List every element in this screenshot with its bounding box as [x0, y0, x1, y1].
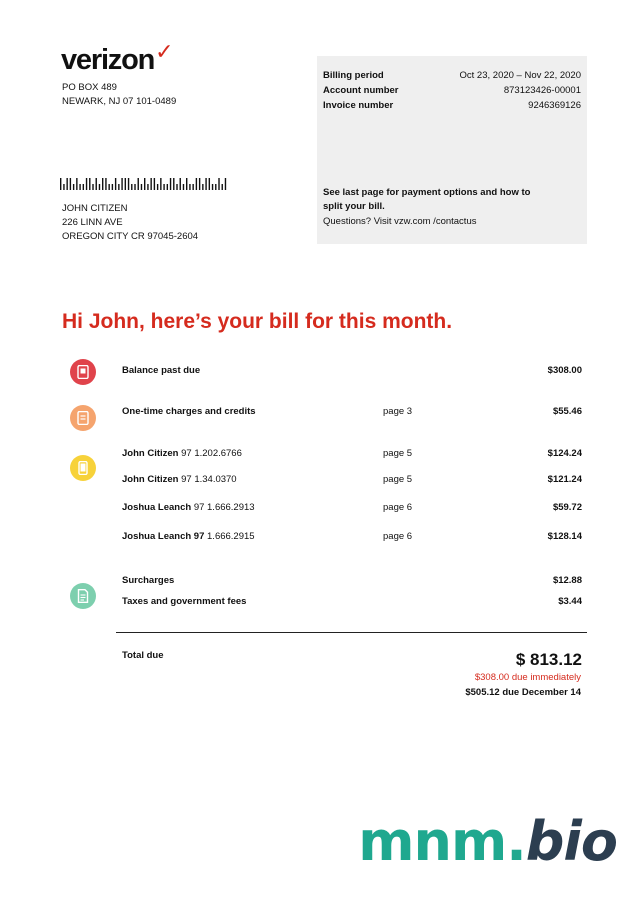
recipient-city: OREGON CITY CR 97045-2604: [62, 231, 199, 242]
charge-page-link[interactable]: page 5: [383, 474, 413, 485]
billing-period-row: [323, 69, 581, 83]
charge-amount: $121.24: [547, 474, 582, 485]
line-owner: Joshua Leanch: [122, 502, 192, 513]
one-time-charges-icon: [70, 405, 96, 431]
charge-row-line-4: [122, 530, 582, 544]
account-number-value: 873123426-00001: [503, 85, 581, 96]
charge-amount: $3.44: [558, 596, 582, 607]
total-due-amount: $ 813.12: [515, 650, 582, 669]
total-due-label: Total due: [122, 650, 164, 661]
sender-line-1: PO BOX 489: [62, 82, 117, 93]
payment-note: [323, 186, 530, 214]
charge-page-link[interactable]: page 5: [383, 448, 413, 459]
charge-row-taxes: [122, 595, 582, 609]
charge-amount: $12.88: [552, 575, 582, 586]
line-number: 1.666.2915: [207, 531, 255, 542]
invoice-number-row: [323, 99, 581, 113]
document-icon: [70, 583, 96, 609]
charge-row-surcharges: [122, 574, 582, 588]
charge-name: Balance past due: [122, 365, 201, 376]
line-number: 97 1.202.6766: [181, 448, 242, 459]
invoice-number-label: Invoice number: [323, 100, 394, 111]
line-number: 97 1.666.2913: [193, 502, 255, 513]
recipient-street: 226 LINN AVE: [62, 217, 123, 228]
line-owner: John Citizen: [122, 448, 179, 459]
account-number-row: [323, 84, 581, 98]
charge-name: [122, 447, 242, 461]
payment-note-line-1: See last page for payment options and how to: [323, 187, 531, 198]
line-owner: John Citizen: [122, 474, 179, 485]
logo-check-icon: ✓: [155, 39, 173, 64]
charge-name: Taxes and government fees: [122, 596, 247, 607]
watermark-logo: [358, 810, 617, 873]
charge-page-link[interactable]: page 3: [383, 406, 413, 417]
charge-amount: $128.14: [547, 531, 582, 542]
charge-page-link[interactable]: page 6: [383, 531, 413, 542]
charge-amount: $59.72: [552, 502, 582, 513]
charge-row-balance: [122, 364, 582, 378]
postal-barcode: [60, 178, 228, 190]
sender-line-2: NEWARK, NJ 07 101-0489: [62, 96, 177, 107]
charge-amount: $55.46: [552, 406, 582, 417]
charge-name: [122, 530, 255, 544]
greeting-heading: Hi John, here’s your bill for this month.: [62, 310, 453, 333]
due-immediately: $308.00 due immediately: [474, 672, 581, 683]
charge-row-line-3: [122, 501, 582, 515]
charge-amount: $124.24: [547, 448, 582, 459]
account-number-label: Account number: [323, 85, 399, 96]
questions-link[interactable]: Questions? Visit vzw.com /contactus: [323, 216, 477, 227]
line-number: 97 1.34.0370: [181, 474, 237, 485]
billing-period-label: Billing period: [323, 70, 384, 81]
charge-row-line-1: [122, 447, 582, 461]
charge-name: [122, 473, 237, 487]
billing-period-value: Oct 23, 2020 – Nov 22, 2020: [459, 70, 581, 81]
balance-icon: [70, 359, 96, 385]
phone-icon: [70, 455, 96, 481]
recipient-address: [62, 202, 198, 244]
watermark-part-1: mnm.: [358, 810, 526, 873]
billing-info-box: [317, 56, 587, 244]
charge-name: One-time charges and credits: [122, 406, 256, 417]
charge-row-one-time: [122, 405, 582, 419]
charge-name: Surcharges: [122, 575, 175, 586]
invoice-number-value: 9246369126: [528, 100, 581, 111]
line-owner: Joshua Leanch 97: [122, 531, 205, 542]
recipient-name: JOHN CITIZEN: [62, 203, 128, 214]
sender-address: [62, 81, 176, 109]
charge-amount: $308.00: [547, 365, 582, 376]
due-later: $505.12 due December 14: [465, 687, 581, 698]
payment-note-line-2: split your bill.: [323, 201, 385, 212]
charge-row-line-2: [122, 473, 582, 487]
charge-page-link[interactable]: page 6: [383, 502, 413, 513]
charge-name: [122, 501, 255, 515]
total-divider: [116, 632, 587, 633]
watermark-part-2: bio: [525, 810, 617, 873]
logo-text: verizon: [61, 44, 155, 76]
verizon-logo: [61, 39, 173, 76]
